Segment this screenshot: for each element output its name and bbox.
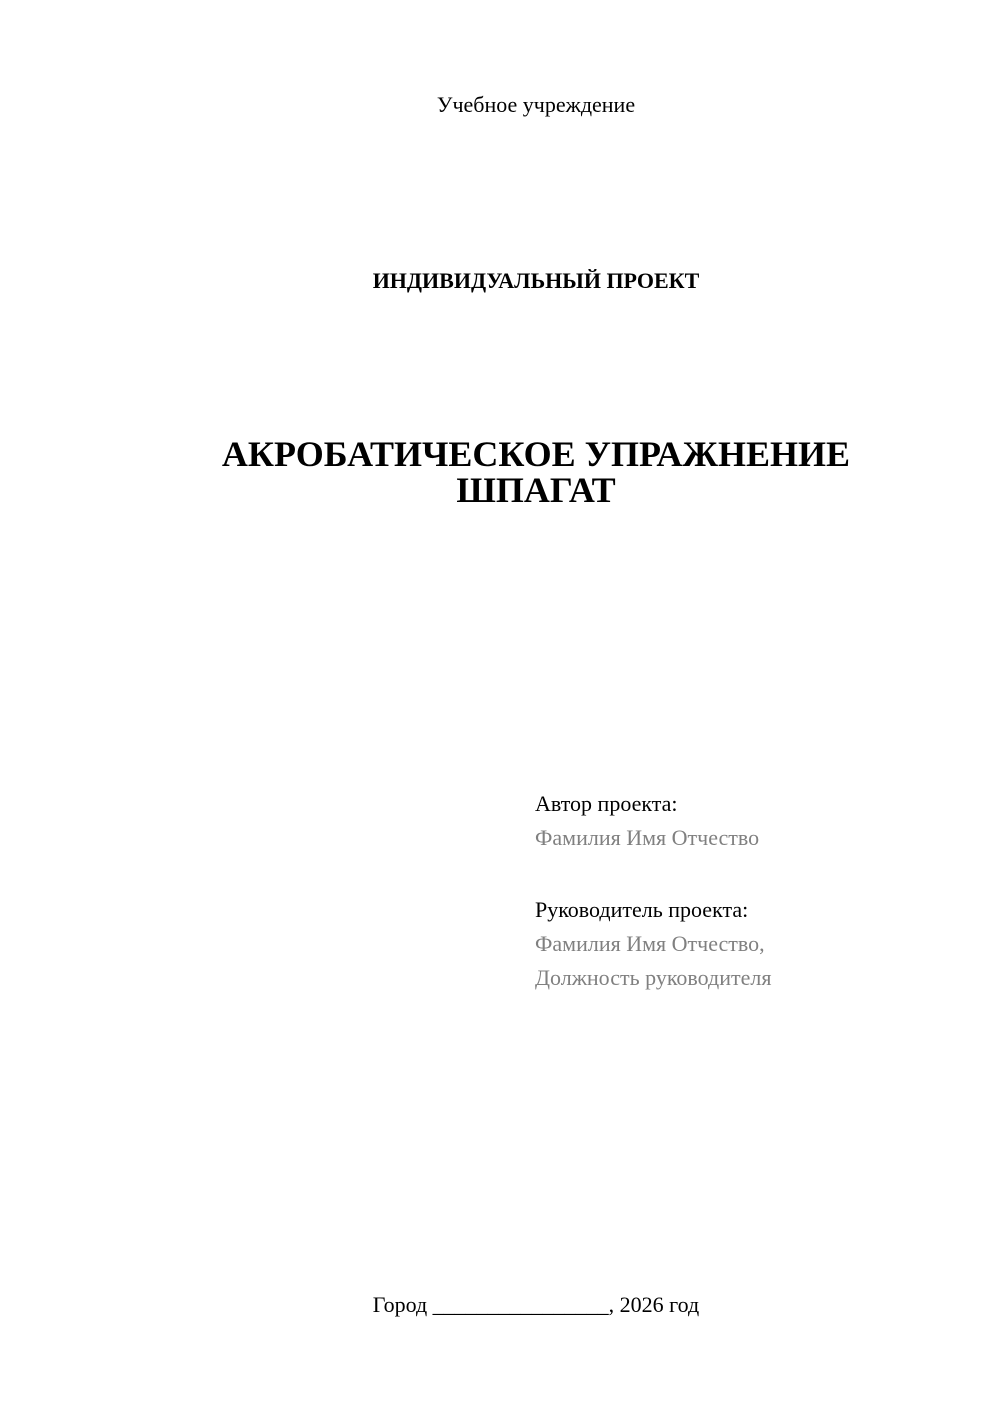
- supervisor-block: [535, 893, 771, 995]
- project-title-line-1: АКРОБАТИЧЕСКОЕ УПРАЖНЕНИЕ: [221, 434, 851, 474]
- city-blank: ________________: [432, 1292, 609, 1317]
- year-text: , 2026 год: [608, 1292, 700, 1317]
- project-title: [0, 436, 1000, 508]
- author-name: Фамилия Имя Отчество: [535, 825, 760, 850]
- author-block: [535, 787, 759, 855]
- supervisor-name: Фамилия Имя Отчество,: [535, 931, 765, 956]
- supervisor-label: Руководитель проекта:: [535, 897, 749, 922]
- footer-city-year: [0, 1290, 1000, 1320]
- project-title-line-2: ШПАГАТ: [456, 470, 616, 510]
- supervisor-position: Должность руководителя: [535, 965, 772, 990]
- institution-name: Учебное учреждение: [436, 92, 636, 117]
- city-label: Город: [372, 1292, 428, 1317]
- author-label: Автор проекта:: [535, 791, 678, 816]
- project-type-heading: ИНДИВИДУАЛЬНЫЙ ПРОЕКТ: [372, 268, 700, 293]
